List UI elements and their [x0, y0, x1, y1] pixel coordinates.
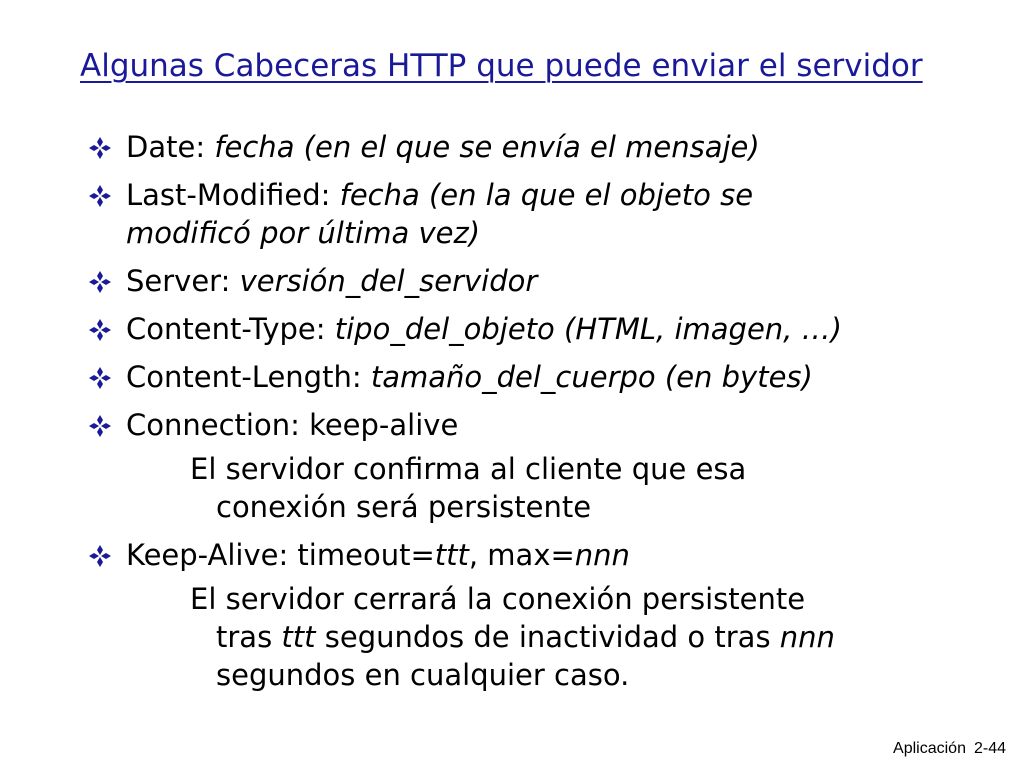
note-line: segundos en cualquier caso.	[216, 658, 630, 692]
bullet-list	[88, 128, 988, 704]
note-text: segundos de inactividad o tras	[315, 620, 780, 654]
note-line: El servidor confirma al cliente que esa	[190, 452, 747, 486]
item-description: fecha (en la que el objeto se	[339, 178, 754, 212]
item-var: ttt	[434, 538, 469, 572]
note-line: conexión será persistente	[216, 490, 592, 524]
item-label: Last-Modified:	[126, 178, 340, 212]
list-item-date	[88, 128, 988, 166]
keep-alive-note	[88, 580, 988, 694]
list-item-connection	[88, 406, 988, 444]
note-line: El servidor cerrará la conexión persistente	[190, 582, 806, 616]
diamond-bullet-icon	[88, 136, 112, 160]
note-line	[190, 618, 988, 656]
note-var: ttt	[281, 620, 316, 654]
item-label: Content-Length:	[126, 360, 371, 394]
slide-title: Algunas Cabeceras HTTP que puede enviar el servidor	[80, 48, 923, 84]
list-item-content-type	[88, 310, 988, 348]
item-var: nnn	[574, 538, 630, 572]
list-item-keep-alive	[88, 536, 988, 574]
list-item-content-length	[88, 358, 988, 396]
diamond-bullet-icon	[88, 544, 112, 568]
slide-footer	[893, 740, 1006, 758]
diamond-bullet-icon	[88, 270, 112, 294]
note-var: nnn	[779, 620, 835, 654]
list-item-server	[88, 262, 988, 300]
item-label: Server:	[126, 264, 240, 298]
diamond-bullet-icon	[88, 366, 112, 390]
diamond-bullet-icon	[88, 414, 112, 438]
connection-note	[88, 450, 988, 526]
item-description: tamaño_del_cuerpo (en bytes)	[370, 360, 813, 394]
item-description: tipo_del_objeto (HTML, imagen, …)	[334, 312, 842, 346]
footer-section: Aplicación	[893, 740, 966, 757]
item-label-mid: , max=	[468, 538, 575, 572]
footer-page-number: 2-44	[973, 740, 1006, 757]
note-text: tras	[216, 620, 282, 654]
item-label: Content-Type:	[126, 312, 335, 346]
item-description: versión_del_servidor	[239, 264, 538, 298]
item-label: Date:	[126, 130, 215, 164]
item-label: Connection: keep-alive	[126, 408, 459, 442]
diamond-bullet-icon	[88, 184, 112, 208]
item-description: fecha (en el que se envía el mensaje)	[214, 130, 760, 164]
diamond-bullet-icon	[88, 318, 112, 342]
item-label: Keep-Alive: timeout=	[126, 538, 435, 572]
list-item-last-modified	[88, 176, 988, 252]
item-description-cont: modificó por última vez)	[126, 216, 481, 250]
